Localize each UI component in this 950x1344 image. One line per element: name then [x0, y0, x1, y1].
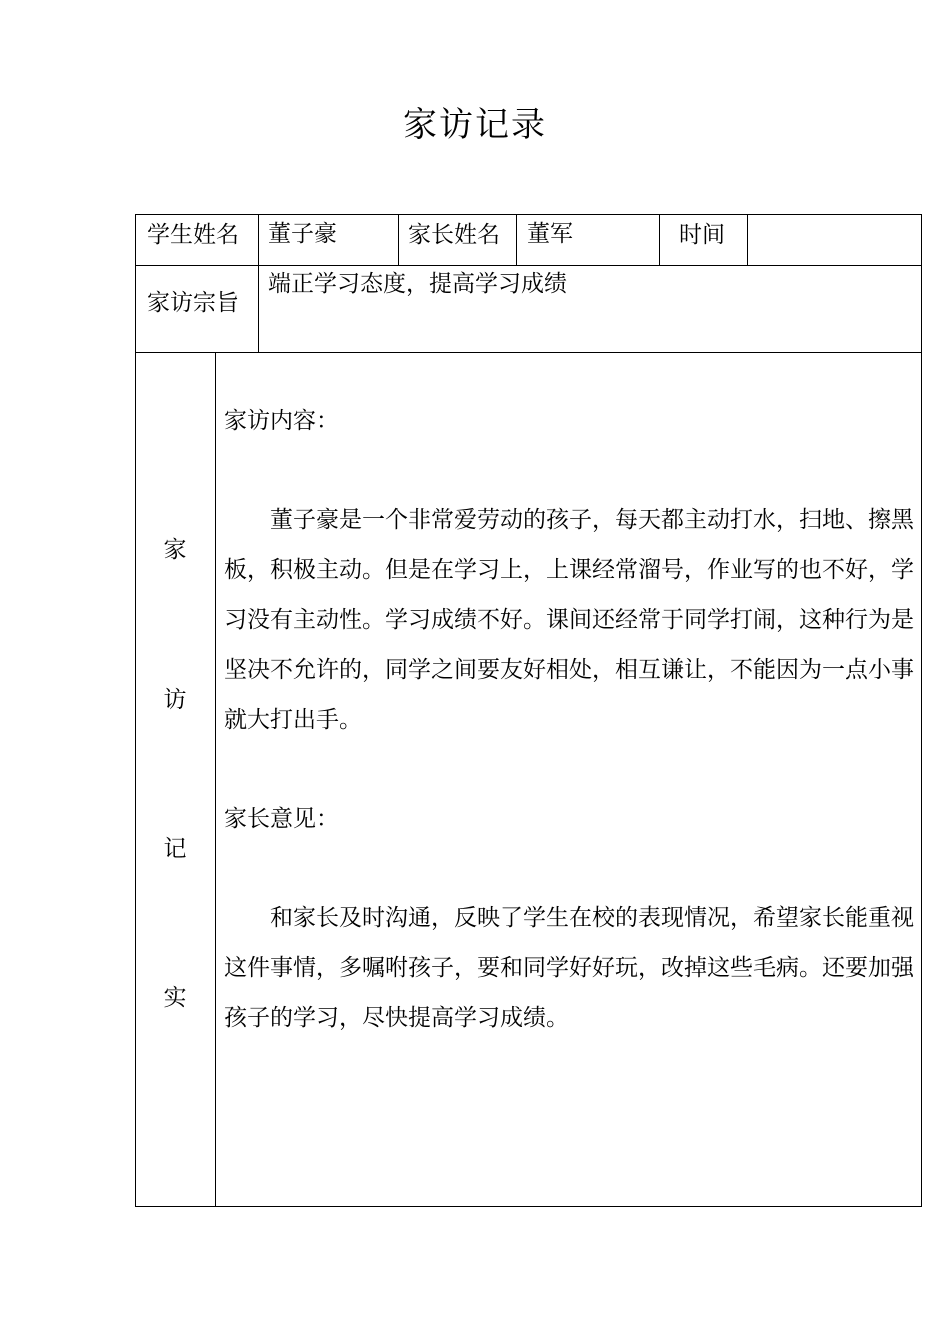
side-label-char-2: 访: [163, 687, 187, 713]
col-divider-label: [258, 215, 259, 352]
content-heading: 家访内容：: [224, 408, 339, 434]
student-name-value: 董子豪: [268, 221, 337, 247]
purpose-label: 家访宗旨: [147, 290, 239, 316]
page-title: 家访记录: [403, 105, 547, 145]
opinion-paragraph: 和家长及时沟通，反映了学生在校的表现情况，希望家长能重视这件事情，多嘱咐孩子，要和同学好好玩，改掉这些毛病。还要加强孩子的学习，尽快提高学习成绩。: [224, 905, 914, 1031]
record-side-divider: [215, 352, 216, 1206]
side-label-char-4: 实: [163, 985, 187, 1011]
col-divider-3: [516, 215, 517, 265]
row-divider-2: [136, 352, 921, 353]
col-divider-4: [659, 215, 660, 265]
parent-name-label: 家长姓名: [408, 222, 500, 248]
time-label: 时间: [679, 222, 725, 248]
student-name-label: 学生姓名: [147, 222, 239, 248]
side-label-char-1: 家: [163, 537, 187, 563]
row-divider-1: [136, 265, 921, 266]
col-divider-5: [747, 215, 748, 265]
parent-name-value: 董军: [527, 221, 573, 247]
side-label-char-3: 记: [163, 836, 187, 862]
purpose-value: 端正学习态度，提高学习成绩: [268, 271, 567, 297]
opinion-heading: 家长意见：: [224, 806, 339, 832]
content-paragraph: 董子豪是一个非常爱劳动的孩子，每天都主动打水，扫地、擦黑板，积极主动。但是在学习上，上课经常溜号，作业写的也不好，学习没有主动性。学习成绩不好。课间还经常于同学打闹，这种行为是坚决不允许的，同学之间要友好相处，相互谦让，不能因为一点小事就大打出手。: [224, 507, 914, 733]
col-divider-2: [398, 215, 399, 265]
